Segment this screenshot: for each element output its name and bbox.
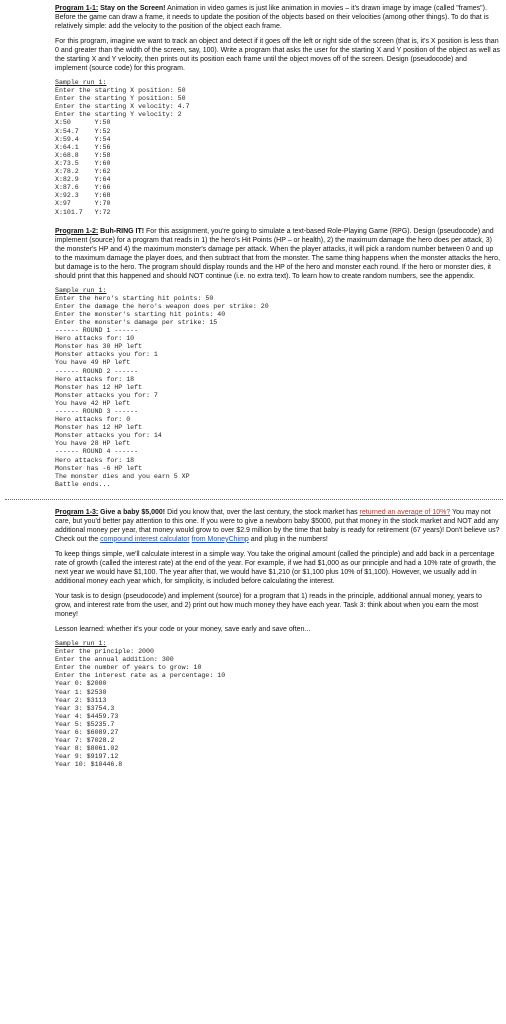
sample-line: X:82.9 Y:64 — [55, 176, 111, 184]
program-1-3-title: Program 1-3: — [55, 508, 99, 516]
sample-line: Hero attacks for: 18 — [55, 375, 135, 383]
returned-average-link[interactable]: returned an average of 10%? — [359, 508, 451, 516]
sample-line: Enter the monster's starting hit points: 40 — [55, 310, 226, 318]
sample-line: Monster attacks you for: 14 — [55, 432, 162, 440]
sample-run-label: Sample run 1: — [55, 79, 107, 86]
sample-line: X:101.7 Y:72 — [55, 208, 111, 216]
sample-line: Year 2: $3113 — [55, 696, 107, 704]
program-1-2-para1: For this assignment, you're going to simulate a text-based Role-Playing Game (RPG). Design (pseudocode) and implement (source) for a program that reads in 1) the hero's Hit Points (HP – or health), 2) the maximum damage the hero does per attack, 3) the monster's HP and 4) the maximum monster's damage per attack. When the player attacks, it will pick a random number between 0 and up to the maximum damage the player does, and then subtract that from the monster. The same thing happens when the monster attacks the hero, but damage is to the hero. The program should display rounds and the HP of the hero and monster each round. If the hero or monster dies, it should print that this happened and should NOT continue (i.e. no extra text). To learn how to create random numbers, see the appendix. — [55, 227, 501, 280]
sample-line: X:54.7 Y:52 — [55, 127, 111, 135]
sample-output — [55, 648, 225, 768]
program-1-3-lesson: Lesson learned: whether it's your code or your money, save early and save often... — [55, 625, 311, 633]
program-1-1-title: Program 1-1: — [55, 5, 99, 12]
program-1-3-sample — [55, 640, 500, 770]
program-1-3-para1-b: You may not care, but you'd better pay attention to this one. If you were to give a newborn baby $5000, put that money in the stock market and NOT add any additional money per year, that money would grow to over $2.9 million by the time that baby is ready for retirement (67 years)! Don't believe us? Check out the — [55, 508, 500, 543]
sample-line: Year 3: $3754.3 — [55, 704, 115, 712]
program-1-1-heading: Stay on the Screen! — [100, 5, 166, 12]
sample-line: X:78.2 Y:62 — [55, 168, 111, 176]
sample-line: X:50 Y:50 — [55, 119, 111, 127]
sample-output — [55, 87, 190, 215]
sample-line: Hero attacks for: 18 — [55, 456, 135, 464]
program-1-1-para1: Animation in video games is just like animation in movies – it's drawn image by image (called "frames"). Before the game can draw a frame, it needs to update the position of the objects based on their velocities (among other things). To do that is relatively simple: add the velocity to the position of the object each frame. — [55, 5, 489, 30]
sample-line: Year 0: $2000 — [55, 680, 107, 688]
program-1-2-sample — [55, 287, 500, 489]
sample-line: Enter the starting Y velocity: 2 — [55, 111, 182, 119]
sample-line: Monster attacks you for: 7 — [55, 391, 158, 399]
sample-line: Enter the interest rate as a percentage: 10 — [55, 672, 226, 680]
sample-line: Monster has 30 HP left — [55, 343, 143, 351]
sample-line: Monster has 12 HP left — [55, 383, 143, 391]
sample-line: X:73.5 Y:60 — [55, 159, 111, 167]
program-1-3-para1-d: and plug in the numbers! — [250, 535, 328, 543]
sample-line: X:68.8 Y:58 — [55, 151, 111, 159]
program-1-3-section — [55, 508, 500, 770]
sample-line: Enter the starting Y position: 50 — [55, 95, 186, 103]
sample-line: Enter the starting X velocity: 4.7 — [55, 103, 190, 111]
moneychimp-link[interactable]: from MoneyChimp — [191, 535, 249, 543]
sample-line: Hero attacks for: 10 — [55, 335, 135, 343]
sample-line: Year 1: $2530 — [55, 688, 107, 696]
program-1-1-intro — [55, 4, 500, 31]
sample-line: ------ ROUND 3 ------ — [55, 408, 139, 415]
sample-line: Year 8: $8061.02 — [55, 745, 119, 753]
sample-line: Year 9: $9197.12 — [55, 753, 119, 761]
sample-run-label: Sample run 1: — [55, 286, 107, 294]
sample-output — [55, 295, 269, 488]
program-1-2-intro — [55, 227, 500, 281]
sample-line: Enter the monster's damage per strike: 15 — [55, 318, 218, 326]
sample-line: Year 10: $10446.8 — [55, 761, 123, 769]
sample-line: Year 7: $7028.2 — [55, 737, 115, 745]
sample-line: Monster attacks you for: 1 — [55, 351, 158, 359]
sample-line: ------ ROUND 2 ------ — [55, 367, 139, 375]
sample-line: X:64.1 Y:56 — [55, 143, 111, 151]
program-1-1-para2: For this program, imagine we want to track an object and detect if it goes off the left or right side of the screen (that is, it's X position is less than 0 and greater than the width of the screen, say, 100). Write a program that asks the user for the starting X and Y position of the object as well as the starting X and Y velocity, then prints out its position each frame until the object moves off of the screen. Design (pseudocode) and implement (source code) for this program. — [55, 38, 501, 72]
program-1-1-section — [55, 4, 500, 217]
sample-line: You have 49 HP left — [55, 359, 131, 367]
sample-line: X:59.4 Y:54 — [55, 135, 111, 143]
program-1-3-para3: Your task is to design (pseudocode) and implement (source) for a program that 1) reads in the principle, additional annual money, years to grow, and interest rate from the user, and 2) print out how much money they have each year. Task 3: think about when you earn the most money! — [55, 592, 482, 618]
sample-line: Monster has 12 HP left — [55, 424, 143, 432]
sample-line: ------ ROUND 4 ------ — [55, 448, 139, 456]
sample-line: Monster has -6 HP left — [55, 464, 143, 472]
program-1-2-heading: Buh-RING IT! — [100, 227, 145, 235]
sample-line: You have 42 HP left — [55, 399, 131, 407]
sample-line: ------ ROUND 1 ------ — [55, 327, 139, 335]
compound-interest-calculator-link[interactable]: compound interest calculator — [100, 535, 190, 543]
sample-line: You have 28 HP left — [55, 440, 131, 448]
program-1-1-sample — [55, 79, 500, 217]
program-1-3-heading: Give a baby $5,000! — [100, 508, 166, 516]
sample-line: Year 6: $6089.27 — [55, 728, 119, 736]
sample-line: Year 4: $4459.73 — [55, 712, 119, 720]
sample-line: Enter the principle: 2000 — [55, 648, 154, 656]
sample-line: The monster dies and you earn 5 XP — [55, 472, 190, 480]
sample-line: Year 5: $5235.7 — [55, 720, 115, 728]
sample-line: Hero attacks for: 0 — [55, 416, 131, 424]
program-1-3-para2: To keep things simple, we'll calculate interest in a simple way. You take the original amount (called the principle) and add back in a percentage rate of growth (called the interest rate) at the end of the year. For example, if we had $1,000 as our principle and had a 10% rate of growth, the next year we would have $1,100. The year after that, we would have $1,210 (or $1,100 plus 10% of $1,100). However, we usually add in additional money each year which, for simplicity, is included before calculating the interest. — [55, 550, 496, 585]
sample-line: Battle ends... — [55, 480, 111, 488]
program-1-2-title: Program 1-2: — [55, 227, 99, 235]
sample-run-label: Sample run 1: — [55, 639, 107, 647]
sample-line: Enter the annual addition: 300 — [55, 656, 174, 664]
sample-line: Enter the damage the hero's weapon does per strike: 20 — [55, 302, 269, 310]
sample-line: X:97 Y:70 — [55, 200, 111, 208]
sample-line: Enter the number of years to grow: 10 — [55, 664, 202, 672]
sample-line: Enter the hero's starting hit points: 50 — [55, 294, 214, 302]
sample-line: X:92.3 Y:68 — [55, 192, 111, 200]
program-1-3-para1-a: Did you know that, over the last century, the stock market has — [167, 508, 358, 516]
program-1-3-intro — [55, 508, 500, 544]
sample-line: Enter the starting X position: 50 — [55, 87, 186, 95]
section-divider — [5, 499, 503, 500]
program-1-2-section — [55, 227, 500, 489]
sample-line: X:87.6 Y:66 — [55, 184, 111, 192]
